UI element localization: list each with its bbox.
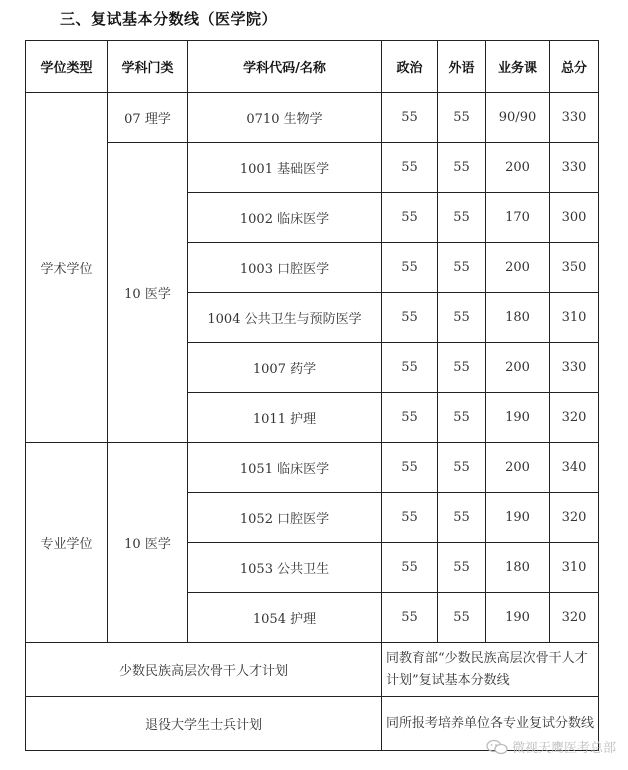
major-course-cell: 190 [486, 493, 550, 543]
major-course-cell: 200 [486, 443, 550, 493]
table-row [26, 143, 599, 193]
total-cell: 310 [550, 543, 599, 593]
subject-cell: 1054 护理 [188, 593, 382, 643]
degree-type-cell: 专业学位 [26, 443, 108, 643]
total-cell: 320 [550, 393, 599, 443]
special-plan-name: 退役大学生士兵计划 [26, 697, 382, 751]
special-plan-row [26, 643, 599, 697]
major-course-cell: 90/90 [486, 93, 550, 143]
politics-cell: 55 [382, 543, 438, 593]
subject-cell: 1053 公共卫生 [188, 543, 382, 593]
discipline-cell: 07 理学 [108, 93, 188, 143]
politics-cell: 55 [382, 343, 438, 393]
foreign-language-cell: 55 [438, 393, 486, 443]
total-cell: 330 [550, 143, 599, 193]
subject-cell: 0710 生物学 [188, 93, 382, 143]
foreign-language-cell: 55 [438, 293, 486, 343]
wechat-icon [486, 739, 508, 755]
table-header-row [26, 41, 599, 93]
special-plan-rule: 同教育部“少数民族高层次骨干人才计划”复试基本分数线 [382, 643, 599, 697]
subject-cell: 1003 口腔医学 [188, 243, 382, 293]
total-cell: 320 [550, 593, 599, 643]
header-total: 总分 [550, 41, 599, 93]
watermark-text: 微视天鹰医考总部 [511, 741, 616, 756]
politics-cell: 55 [382, 143, 438, 193]
foreign-language-cell: 55 [438, 343, 486, 393]
header-discipline: 学科门类 [108, 41, 188, 93]
subject-cell: 1051 临床医学 [188, 443, 382, 493]
politics-cell: 55 [382, 593, 438, 643]
section-title: 三、复试基本分数线（医学院） [60, 10, 278, 28]
foreign-language-cell: 55 [438, 443, 486, 493]
foreign-language-cell: 55 [438, 193, 486, 243]
major-course-cell: 190 [486, 593, 550, 643]
politics-cell: 55 [382, 243, 438, 293]
major-course-cell: 170 [486, 193, 550, 243]
header-degree-type: 学位类型 [26, 41, 108, 93]
major-course-cell: 200 [486, 143, 550, 193]
major-course-cell: 200 [486, 343, 550, 393]
subject-cell: 1002 临床医学 [188, 193, 382, 243]
subject-cell: 1011 护理 [188, 393, 382, 443]
total-cell: 350 [550, 243, 599, 293]
watermark [486, 737, 616, 756]
major-course-cell: 190 [486, 393, 550, 443]
subject-cell: 1004 公共卫生与预防医学 [188, 293, 382, 343]
major-course-cell: 180 [486, 293, 550, 343]
politics-cell: 55 [382, 193, 438, 243]
special-plan-rule: 同所报考培养单位各专业复试分数线 [382, 697, 599, 751]
subject-cell: 1052 口腔医学 [188, 493, 382, 543]
politics-cell: 55 [382, 293, 438, 343]
total-cell: 330 [550, 93, 599, 143]
total-cell: 300 [550, 193, 599, 243]
header-foreign-language: 外语 [438, 41, 486, 93]
foreign-language-cell: 55 [438, 593, 486, 643]
header-subject: 学科代码/名称 [188, 41, 382, 93]
politics-cell: 55 [382, 93, 438, 143]
header-politics: 政治 [382, 41, 438, 93]
table-row [26, 93, 599, 143]
foreign-language-cell: 55 [438, 543, 486, 593]
total-cell: 340 [550, 443, 599, 493]
degree-type-cell: 学术学位 [26, 93, 108, 443]
total-cell: 320 [550, 493, 599, 543]
discipline-cell: 10 医学 [108, 143, 188, 443]
special-plan-name: 少数民族高层次骨干人才计划 [26, 643, 382, 697]
major-course-cell: 200 [486, 243, 550, 293]
foreign-language-cell: 55 [438, 93, 486, 143]
foreign-language-cell: 55 [438, 493, 486, 543]
major-course-cell: 180 [486, 543, 550, 593]
discipline-cell: 10 医学 [108, 443, 188, 643]
politics-cell: 55 [382, 493, 438, 543]
politics-cell: 55 [382, 443, 438, 493]
header-major-course: 业务课 [486, 41, 550, 93]
subject-cell: 1001 基础医学 [188, 143, 382, 193]
foreign-language-cell: 55 [438, 143, 486, 193]
total-cell: 330 [550, 343, 599, 393]
foreign-language-cell: 55 [438, 243, 486, 293]
table-row [26, 443, 599, 493]
total-cell: 310 [550, 293, 599, 343]
subject-cell: 1007 药学 [188, 343, 382, 393]
score-table [25, 40, 599, 751]
politics-cell: 55 [382, 393, 438, 443]
